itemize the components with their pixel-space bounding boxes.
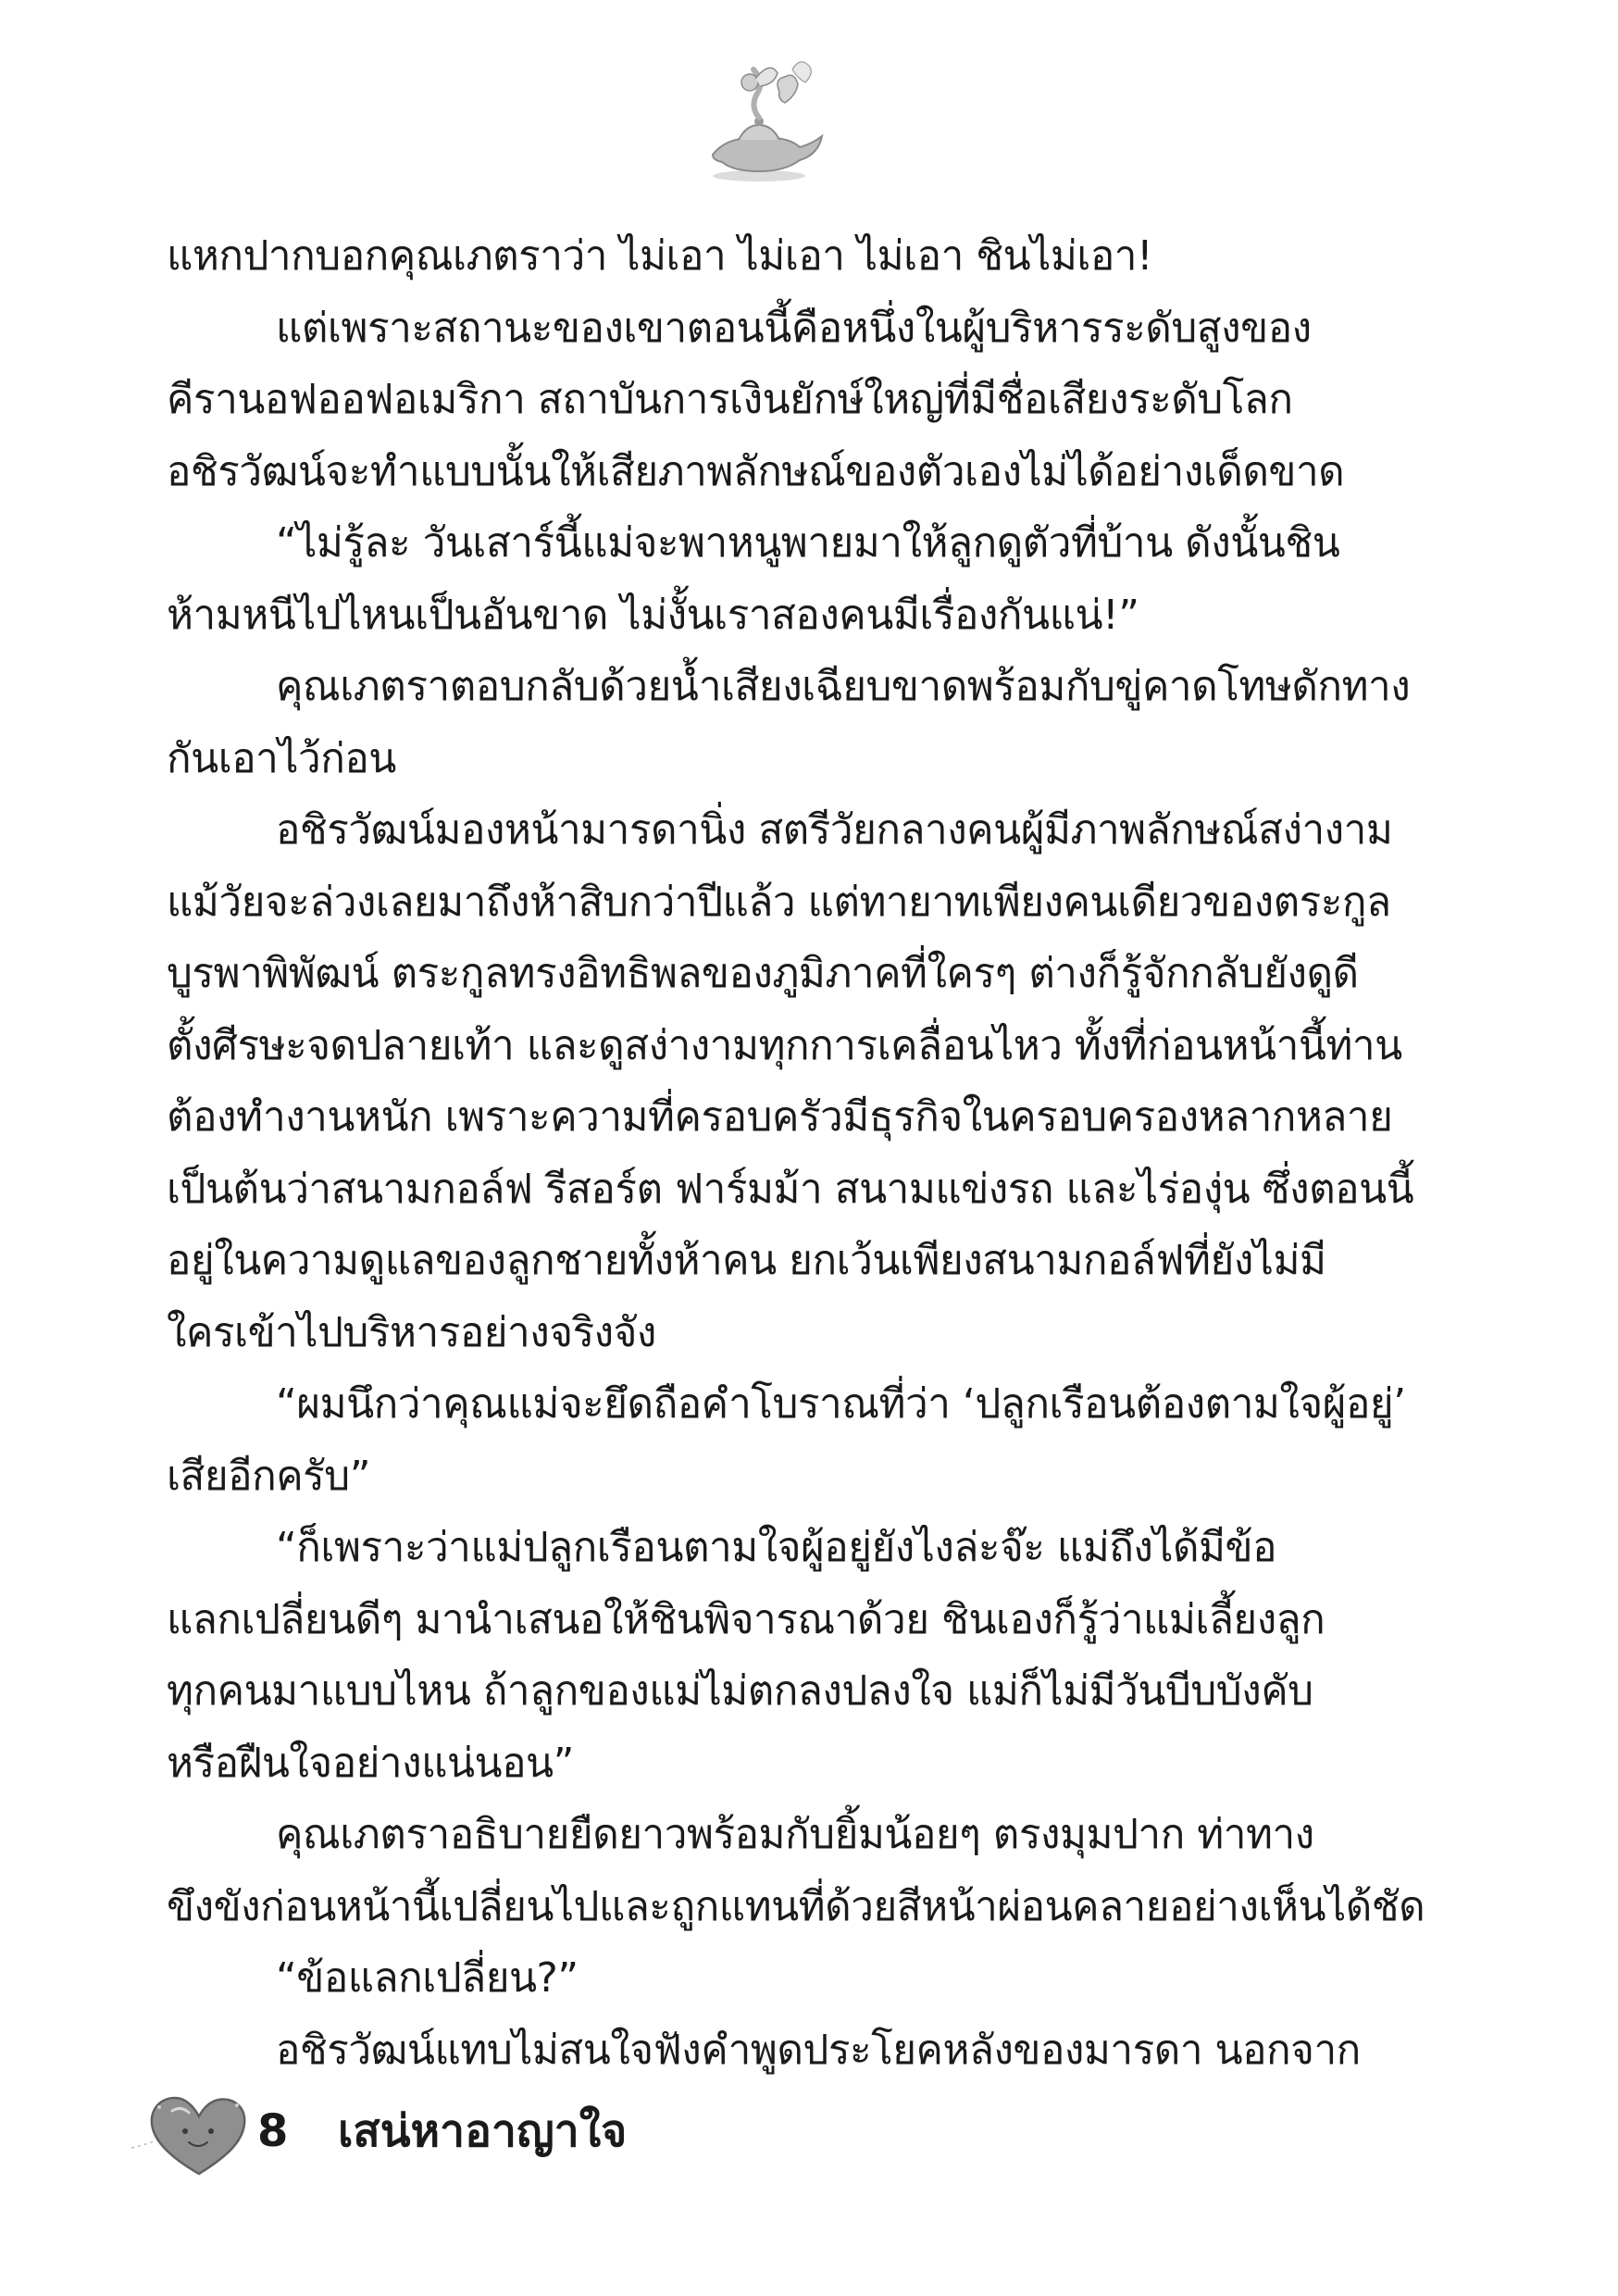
book-title: เสน่หาอาญาใจ <box>338 2105 628 2157</box>
text-line-3: คีรานอฟออฟอเมริกา สถาบันการเงินยักษ์ใหญ่ที่มีชื่อเสียงระดับโลก <box>167 376 1293 423</box>
body-text <box>167 220 1425 2086</box>
text-line-7: คุณเภตราตอบกลับด้วยน้ำเสียงเฉียบขาดพร้อมกับขู่คาดโทษดักทาง <box>276 663 1411 710</box>
text-line-25: “ข้อแลกเปลี่ยน?” <box>276 1954 579 2002</box>
heart-icon <box>130 2083 259 2185</box>
text-line-6: ห้ามหนีไปไหนเป็นอันขาด ไม่งั้นเราสองคนมีเรื่องกันแน่!” <box>167 591 1139 639</box>
text-line-10: แม้วัยจะล่วงเลยมาถึงห้าสิบกว่าปีแล้ว แต่ทายาทเพียงคนเดียวของตระกูล <box>167 878 1391 926</box>
text-line-5: “ไม่รู้ละ วันเสาร์นี้แม่จะพาหนูพายมาให้ลูกดูตัวที่บ้าน ดังนั้นชิน <box>276 519 1340 567</box>
text-line-8: กันเอาไว้ก่อน <box>167 734 396 782</box>
text-line-1: แหกปากบอกคุณเภตราว่า ไม่เอา ไม่เอา ไม่เอา ชินไม่เอา! <box>167 232 1153 280</box>
genie-lamp-with-cupid-icon <box>685 51 833 190</box>
text-line-11: บูรพาพิพัฒน์ ตระกูลทรงอิทธิพลของภูมิภาคที่ใครๆ ต่างก็รู้จักกลับยังดูดี <box>167 950 1359 997</box>
text-line-24: ขึงขังก่อนหน้านี้เปลี่ยนไปและถูกแทนที่ด้วยสีหน้าผ่อนคลายอย่างเห็นได้ชัด <box>167 1882 1425 1930</box>
text-line-12: ตั้งศีรษะจดปลายเท้า และดูสง่างามทุกการเคลื่อนไหว ทั้งที่ก่อนหน้านี้ท่าน <box>167 1021 1402 1069</box>
text-line-4: อชิรวัฒน์จะทำแบบนั้นให้เสียภาพลักษณ์ของตัวเองไม่ได้อย่างเด็ดขาด <box>167 447 1345 495</box>
text-line-16: ใครเข้าไปบริหารอย่างจริงจัง <box>167 1308 656 1356</box>
text-line-20: แลกเปลี่ยนดีๆ มานำเสนอให้ชินพิจารณาด้วย ชินเองก็รู้ว่าแม่เลี้ยงลูก <box>167 1595 1326 1643</box>
text-line-15: อยู่ในความดูแลของลูกชายทั้งห้าคน ยกเว้นเพียงสนามกอล์ฟที่ยังไม่มี <box>167 1237 1326 1284</box>
text-line-13: ต้องทำงานหนัก เพราะความที่ครอบครัวมีธุรกิจในครอบครองหลากหลาย <box>167 1093 1393 1141</box>
text-line-23: คุณเภตราอธิบายยืดยาวพร้อมกับยิ้มน้อยๆ ตรงมุมปาก ท่าทาง <box>276 1811 1314 1858</box>
text-line-22: หรือฝืนใจอย่างแน่นอน” <box>167 1739 574 1787</box>
text-line-17: “ผมนึกว่าคุณแม่จะยึดถือคำโบราณที่ว่า ‘ปลูกเรือนต้องตามใจผู้อยู่’ <box>276 1380 1406 1428</box>
text-line-26: อชิรวัฒน์แทบไม่สนใจฟังคำพูดประโยคหลังของมารดา นอกจาก <box>276 2026 1361 2074</box>
page-footer <box>130 2083 778 2185</box>
text-line-2: แต่เพราะสถานะของเขาตอนนี้คือหนึ่งในผู้บริหารระดับสูงของ <box>276 304 1312 352</box>
page-number: 8 <box>257 2105 289 2157</box>
text-line-18: เสียอีกครับ” <box>167 1452 371 1500</box>
text-line-19: “ก็เพราะว่าแม่ปลูกเรือนตามใจผู้อยู่ยังไงล่ะจ๊ะ แม่ถึงได้มีข้อ <box>276 1524 1277 1571</box>
text-line-9: อชิรวัฒน์มองหน้ามารดานิ่ง สตรีวัยกลางคนผู้มีภาพลักษณ์สง่างาม <box>276 806 1393 854</box>
text-line-14: เป็นต้นว่าสนามกอล์ฟ รีสอร์ต ฟาร์มม้า สนามแข่งรถ และไร่องุ่น ซึ่งตอนนี้ <box>167 1165 1414 1213</box>
text-line-21: ทุกคนมาแบบไหน ถ้าลูกของแม่ไม่ตกลงปลงใจ แม่ก็ไม่มีวันบีบบังคับ <box>167 1667 1313 1715</box>
